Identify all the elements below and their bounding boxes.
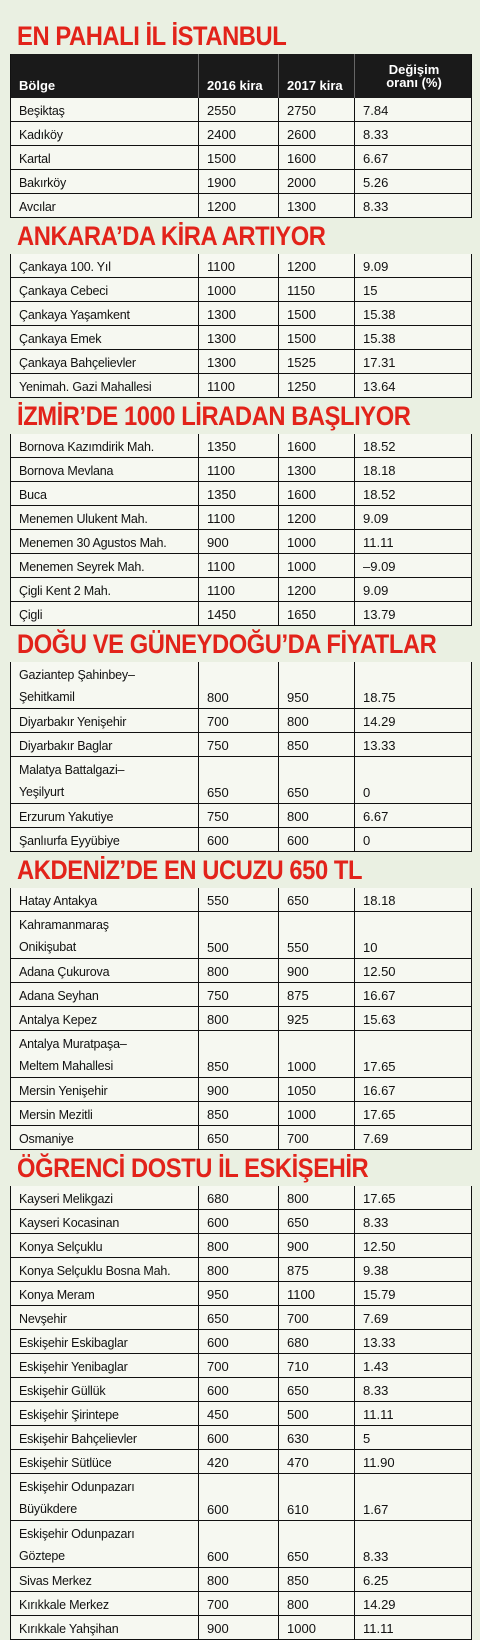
rent-2017-cell: 1250: [279, 374, 355, 397]
section-title: AKDENİZ’DE EN UCUZU 650 TL: [17, 855, 363, 885]
region-cell: Eskişehir Şirintepe: [11, 1402, 199, 1425]
rent-2016-cell: 600: [199, 1210, 279, 1233]
change-cell: 15: [363, 283, 378, 298]
rent-2017-cell: 800: [279, 709, 355, 732]
rent-2017-cell: 850: [279, 733, 355, 756]
sections: [10, 18, 472, 1640]
table-row: [11, 122, 471, 146]
change-cell: 18.75: [363, 690, 396, 705]
table-row: [11, 254, 471, 278]
change-cell: 14.29: [363, 1597, 396, 1612]
region-cell: Nevşehir: [11, 1306, 199, 1329]
table-row: [11, 1378, 471, 1402]
change-cell: 1.67: [363, 1502, 389, 1517]
rent-2017-cell: 875: [279, 1258, 355, 1281]
rent-2017-cell: 1050: [279, 1078, 355, 1101]
region-cell: Kayseri Kocasinan: [11, 1210, 199, 1233]
rent-2016-cell: 1100: [199, 554, 279, 577]
region-cell: Bornova Mevlana: [11, 458, 199, 481]
region-cell: Diyarbakır Baglar: [11, 733, 199, 756]
change-cell: 17.31: [363, 355, 396, 370]
rent-2016-cell: 650: [199, 757, 279, 803]
rent-2017-cell: 650: [279, 1210, 355, 1233]
region-cell: Avcılar: [11, 194, 199, 217]
change-cell: 13.64: [363, 379, 396, 394]
change-cell: 8.33: [363, 199, 389, 214]
region-cell: Erzurum Yakutiye: [11, 804, 199, 827]
rent-2016-cell: 800: [199, 959, 279, 982]
rent-2017-cell: 650: [279, 757, 355, 803]
rent-2016-cell: 750: [199, 804, 279, 827]
region-cell: Kadıköy: [11, 122, 199, 145]
table-row: [11, 888, 471, 912]
change-cell: 6.25: [363, 1573, 389, 1588]
rent-2017-cell: 1500: [279, 302, 355, 325]
rent-2017-cell: 630: [279, 1426, 355, 1449]
table-row: [11, 912, 471, 959]
region-cell: Osmaniye: [11, 1126, 199, 1149]
change-cell: 18.18: [363, 893, 396, 908]
change-cell: 8.33: [363, 1383, 389, 1398]
change-cell: 9.09: [363, 259, 389, 274]
region-cell: Çankaya Emek: [11, 326, 199, 349]
change-cell: 9.09: [363, 511, 389, 526]
rent-2016-cell: 650: [199, 1306, 279, 1329]
rent-2017-cell: 900: [279, 1234, 355, 1257]
rent-2016-cell: 1350: [199, 482, 279, 505]
table-row: [11, 1102, 471, 1126]
table-row: [11, 1031, 471, 1078]
change-cell: 13.33: [363, 738, 396, 753]
rent-table: [10, 888, 472, 1150]
rent-2017-cell: 2000: [279, 170, 355, 193]
region-cell: Mersin Yenişehir: [11, 1078, 199, 1101]
region-cell: Diyarbakır Yenişehir: [11, 709, 199, 732]
region-cell: Menemen Ulukent Mah.: [11, 506, 199, 529]
rent-2017-cell: 850: [279, 1568, 355, 1591]
region-cell: Kayseri Melikgazi: [11, 1186, 199, 1209]
table-row: [11, 1568, 471, 1592]
table-header-row: [11, 54, 471, 98]
table-row: [11, 434, 471, 458]
rent-2016-cell: 800: [199, 1007, 279, 1030]
header-2017: 2017 kira: [279, 54, 355, 98]
region-cell: Çankaya Yaşamkent: [11, 302, 199, 325]
region-cell: Menemen 30 Agustos Mah.: [11, 530, 199, 553]
header-change-line1: Değişim: [388, 62, 440, 77]
rent-2016-cell: 750: [199, 983, 279, 1006]
rent-2017-cell: 610: [279, 1474, 355, 1520]
region-cell: Hatay Antakya: [11, 888, 199, 911]
rent-2017-cell: 600: [279, 828, 355, 851]
rent-2016-cell: 900: [199, 1078, 279, 1101]
region-cell: Eskişehir Güllük: [11, 1378, 199, 1401]
rent-2016-cell: 1200: [199, 194, 279, 217]
table-row: [11, 828, 471, 852]
rent-2017-cell: 1200: [279, 506, 355, 529]
change-cell: 11.11: [363, 1407, 394, 1422]
rent-table: [10, 662, 472, 852]
change-cell: 12.50: [363, 1239, 396, 1254]
table-row: [11, 1450, 471, 1474]
region-cell: Bornova Kazımdirik Mah.: [11, 434, 199, 457]
table-row: [11, 278, 471, 302]
table-row: [11, 757, 471, 804]
table-row: [11, 146, 471, 170]
table-row: [11, 733, 471, 757]
region-cell: Eskişehir Sütlüce: [11, 1450, 199, 1473]
rent-2016-cell: 600: [199, 1378, 279, 1401]
region-cell: Eskişehir Yenibaglar: [11, 1354, 199, 1377]
change-cell: 9.09: [363, 583, 389, 598]
rent-2016-cell: 800: [199, 1234, 279, 1257]
rent-2016-cell: 600: [199, 1474, 279, 1520]
table-row: [11, 374, 471, 398]
rent-2017-cell: 800: [279, 804, 355, 827]
rent-2016-cell: 700: [199, 709, 279, 732]
rent-2017-cell: 875: [279, 983, 355, 1006]
rent-2017-cell: 650: [279, 1378, 355, 1401]
table-row: [11, 1330, 471, 1354]
change-cell: 18.52: [363, 487, 396, 502]
rent-2016-cell: 650: [199, 1126, 279, 1149]
rent-2016-cell: 1900: [199, 170, 279, 193]
rent-2016-cell: 1300: [199, 302, 279, 325]
rent-2016-cell: 680: [199, 1186, 279, 1209]
region-cell: Kırıkkale Yahşihan: [11, 1616, 199, 1639]
change-cell: 1.43: [363, 1359, 389, 1374]
rent-2017-cell: 900: [279, 959, 355, 982]
rent-2017-cell: 950: [279, 662, 355, 708]
region-cell: Çankaya 100. Yıl: [11, 254, 199, 277]
change-cell: 15.63: [363, 1012, 396, 1027]
table-row: [11, 1007, 471, 1031]
change-cell: 11.11: [363, 535, 394, 550]
change-cell: 6.67: [363, 809, 389, 824]
table-row: [11, 194, 471, 218]
rent-2017-cell: 710: [279, 1354, 355, 1377]
rent-2016-cell: 1450: [199, 602, 279, 625]
change-cell: 5.26: [363, 175, 389, 190]
rent-2016-cell: 1300: [199, 326, 279, 349]
change-cell: 8.33: [363, 1549, 389, 1564]
table-row: [11, 602, 471, 626]
rent-2016-cell: 850: [199, 1102, 279, 1125]
header-region: Bölge: [11, 54, 199, 98]
change-cell: 17.65: [363, 1059, 396, 1074]
change-cell: 9.38: [363, 1263, 389, 1278]
rent-2017-cell: 1000: [279, 1031, 355, 1077]
change-cell: 18.18: [363, 463, 396, 478]
rent-2017-cell: 1600: [279, 434, 355, 457]
table-row: [11, 1592, 471, 1616]
table-row: [11, 1282, 471, 1306]
change-cell: 11.11: [363, 1621, 394, 1636]
rent-2017-cell: 1000: [279, 1616, 355, 1639]
table-row: [11, 1186, 471, 1210]
change-cell: 10: [363, 940, 378, 955]
table-row: [11, 326, 471, 350]
rent-2016-cell: 600: [199, 1426, 279, 1449]
table-row: [11, 804, 471, 828]
region-cell: Adana Çukurova: [11, 959, 199, 982]
change-cell: 13.33: [363, 1335, 396, 1350]
rent-2017-cell: 1200: [279, 578, 355, 601]
rent-2017-cell: 1300: [279, 458, 355, 481]
change-cell: 8.33: [363, 1215, 389, 1230]
table-row: [11, 1474, 471, 1521]
rent-2016-cell: 1100: [199, 578, 279, 601]
rent-2016-cell: 420: [199, 1450, 279, 1473]
table-row: [11, 98, 471, 122]
region-cell: Mersin Mezitli: [11, 1102, 199, 1125]
change-cell: 14.29: [363, 714, 396, 729]
region-cell: Eskişehir Odunpazarı Büyükdere: [11, 1474, 199, 1520]
header-change-line2: oranı (%): [386, 75, 442, 90]
change-cell: 12.50: [363, 964, 396, 979]
change-cell: 0: [363, 785, 371, 800]
table-row: [11, 1402, 471, 1426]
region-cell: Konya Selçuklu Bosna Mah.: [11, 1258, 199, 1281]
section-title: DOĞU VE GÜNEYDOĞU’DA FİYATLAR: [17, 629, 437, 659]
table-row: [11, 302, 471, 326]
table-row: [11, 1306, 471, 1330]
rent-2017-cell: 700: [279, 1126, 355, 1149]
rent-2017-cell: 650: [279, 1521, 355, 1567]
table-row: [11, 1234, 471, 1258]
rent-2017-cell: 1150: [279, 278, 355, 301]
region-cell: Eskişehir Bahçelievler: [11, 1426, 199, 1449]
table-row: [11, 1521, 471, 1568]
change-cell: 15.79: [363, 1287, 396, 1302]
rent-2017-cell: 1500: [279, 326, 355, 349]
region-cell: Menemen Seyrek Mah.: [11, 554, 199, 577]
rent-2016-cell: 1350: [199, 434, 279, 457]
table-row: [11, 1426, 471, 1450]
table-row: [11, 506, 471, 530]
change-cell: 18.52: [363, 439, 396, 454]
section-title: EN PAHALI İL İSTANBUL: [17, 21, 287, 51]
rent-2017-cell: 700: [279, 1306, 355, 1329]
rent-2016-cell: 2550: [199, 98, 279, 121]
region-cell: Çankaya Cebeci: [11, 278, 199, 301]
region-cell: Çigli: [11, 602, 199, 625]
change-cell: 13.79: [363, 607, 396, 622]
rent-2017-cell: 2600: [279, 122, 355, 145]
rent-2016-cell: 950: [199, 1282, 279, 1305]
rent-2016-cell: 850: [199, 1031, 279, 1077]
table-row: [11, 1258, 471, 1282]
region-cell: Buca: [11, 482, 199, 505]
change-cell: –9.09: [363, 559, 396, 574]
table-row: [11, 170, 471, 194]
table-row: [11, 1126, 471, 1150]
rent-2016-cell: 1100: [199, 254, 279, 277]
change-cell: 5: [363, 1431, 371, 1446]
region-cell: Konya Selçuklu: [11, 1234, 199, 1257]
rent-infographic: [10, 0, 472, 1640]
rent-2017-cell: 1525: [279, 350, 355, 373]
rent-2016-cell: 750: [199, 733, 279, 756]
change-cell: 8.33: [363, 127, 389, 142]
region-cell: Kırıkkale Merkez: [11, 1592, 199, 1615]
rent-2016-cell: 550: [199, 888, 279, 911]
rent-2017-cell: 2750: [279, 98, 355, 121]
rent-2016-cell: 1300: [199, 350, 279, 373]
rent-2017-cell: 1000: [279, 554, 355, 577]
rent-2017-cell: 1200: [279, 254, 355, 277]
rent-2016-cell: 600: [199, 1330, 279, 1353]
table-row: [11, 530, 471, 554]
change-cell: 15.38: [363, 307, 396, 322]
rent-2016-cell: 2400: [199, 122, 279, 145]
section-title: ÖĞRENCİ DOSTU İL ESKİŞEHİR: [17, 1153, 369, 1183]
table-row: [11, 578, 471, 602]
rent-2016-cell: 900: [199, 1616, 279, 1639]
header-change: [355, 54, 473, 98]
table-row: [11, 959, 471, 983]
table-row: [11, 1210, 471, 1234]
region-cell: Yenimah. Gazi Mahallesi: [11, 374, 199, 397]
rent-2017-cell: 680: [279, 1330, 355, 1353]
change-cell: 6.67: [363, 151, 389, 166]
table-row: [11, 482, 471, 506]
rent-2016-cell: 800: [199, 1258, 279, 1281]
rent-2017-cell: 1600: [279, 482, 355, 505]
table-row: [11, 458, 471, 482]
region-cell: Şanlıurfa Eyyübiye: [11, 828, 199, 851]
rent-2016-cell: 800: [199, 662, 279, 708]
change-cell: 7.69: [363, 1131, 389, 1146]
region-cell: Antalya Muratpaşa– Meltem Mahallesi: [11, 1031, 199, 1077]
rent-2017-cell: 925: [279, 1007, 355, 1030]
region-cell: Çankaya Bahçelievler: [11, 350, 199, 373]
rent-2016-cell: 600: [199, 1521, 279, 1567]
change-cell: 7.69: [363, 1311, 389, 1326]
region-cell: Adana Seyhan: [11, 983, 199, 1006]
region-cell: Antalya Kepez: [11, 1007, 199, 1030]
change-cell: 16.67: [363, 1083, 396, 1098]
rent-2017-cell: 1600: [279, 146, 355, 169]
table-row: [11, 350, 471, 374]
change-cell: 0: [363, 833, 371, 848]
section-title: İZMİR’DE 1000 LİRADAN BAŞLIYOR: [17, 401, 411, 431]
table-row: [11, 1078, 471, 1102]
region-cell: Konya Meram: [11, 1282, 199, 1305]
rent-table: [10, 54, 472, 218]
rent-2017-cell: 470: [279, 1450, 355, 1473]
rent-2016-cell: 600: [199, 828, 279, 851]
rent-2016-cell: 1100: [199, 506, 279, 529]
rent-2016-cell: 1100: [199, 458, 279, 481]
rent-2016-cell: 700: [199, 1592, 279, 1615]
rent-2017-cell: 1000: [279, 1102, 355, 1125]
rent-2017-cell: 1650: [279, 602, 355, 625]
table-row: [11, 554, 471, 578]
rent-2017-cell: 500: [279, 1402, 355, 1425]
change-cell: 16.67: [363, 988, 396, 1003]
section-title: ANKARA’DA KİRA ARTIYOR: [17, 221, 326, 251]
change-cell: 17.65: [363, 1107, 396, 1122]
rent-2016-cell: 900: [199, 530, 279, 553]
region-cell: Sivas Merkez: [11, 1568, 199, 1591]
region-cell: Malatya Battalgazi– Yeşilyurt: [11, 757, 199, 803]
rent-2017-cell: 1000: [279, 530, 355, 553]
region-cell: Kahramanmaraş Onikişubat: [11, 912, 199, 958]
region-cell: Eskişehir Eskibaglar: [11, 1330, 199, 1353]
rent-2016-cell: 1500: [199, 146, 279, 169]
table-row: [11, 1616, 471, 1640]
rent-2016-cell: 700: [199, 1354, 279, 1377]
rent-2017-cell: 550: [279, 912, 355, 958]
region-cell: Eskişehir Odunpazarı Göztepe: [11, 1521, 199, 1567]
change-cell: 15.38: [363, 331, 396, 346]
rent-2016-cell: 800: [199, 1568, 279, 1591]
rent-2016-cell: 500: [199, 912, 279, 958]
rent-2017-cell: 1300: [279, 194, 355, 217]
change-cell: 11.90: [363, 1455, 395, 1470]
rent-table: [10, 254, 472, 398]
table-row: [11, 1354, 471, 1378]
region-cell: Gaziantep Şahinbey– Şehitkamil: [11, 662, 199, 708]
rent-2016-cell: 1100: [199, 374, 279, 397]
rent-table: [10, 434, 472, 626]
rent-2017-cell: 650: [279, 888, 355, 911]
rent-2017-cell: 800: [279, 1592, 355, 1615]
region-cell: Kartal: [11, 146, 199, 169]
rent-2017-cell: 1100: [279, 1282, 355, 1305]
rent-2016-cell: 1000: [199, 278, 279, 301]
change-cell: 17.65: [363, 1191, 396, 1206]
header-2016: 2016 kira: [199, 54, 279, 98]
rent-2017-cell: 800: [279, 1186, 355, 1209]
rent-table: [10, 1186, 472, 1640]
table-row: [11, 662, 471, 709]
table-row: [11, 983, 471, 1007]
table-row: [11, 709, 471, 733]
region-cell: Çigli Kent 2 Mah.: [11, 578, 199, 601]
region-cell: Beşiktaş: [11, 98, 199, 121]
rent-2016-cell: 450: [199, 1402, 279, 1425]
change-cell: 7.84: [363, 103, 389, 118]
region-cell: Bakırköy: [11, 170, 199, 193]
